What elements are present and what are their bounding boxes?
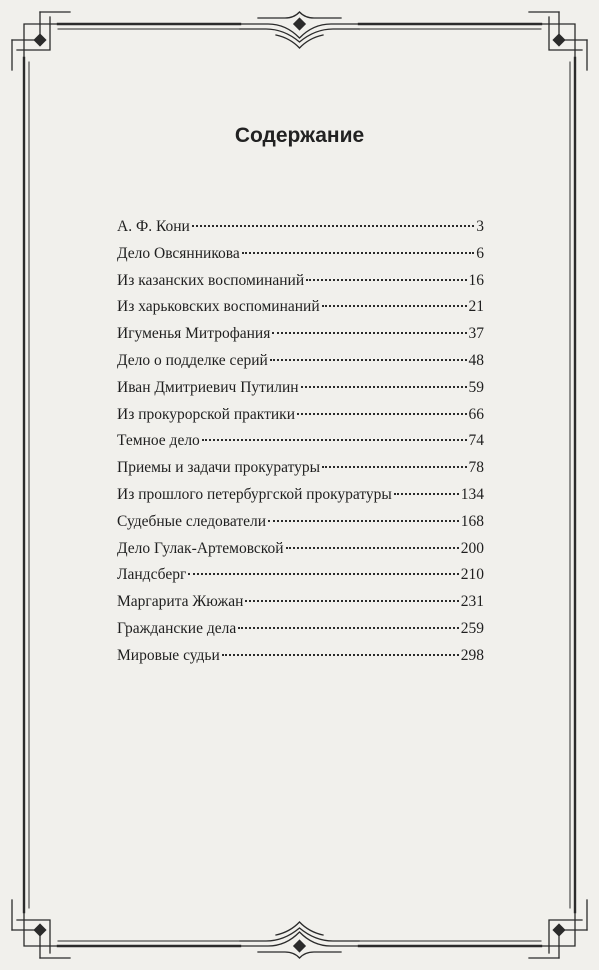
toc-entry-page-number: 3 <box>476 218 484 235</box>
toc-entry-title: Гражданские дела <box>117 619 237 637</box>
toc-entry[interactable] <box>117 428 484 455</box>
toc-entry[interactable] <box>117 321 484 348</box>
toc-entry-title: А. Ф. Кони <box>117 218 190 235</box>
toc-entry-page-number: 298 <box>460 646 484 664</box>
dot-leader <box>270 359 467 361</box>
toc-entry-page-number: 6 <box>476 244 484 262</box>
toc-entry-title: Ландсберг <box>117 566 187 584</box>
dot-leader <box>272 332 466 334</box>
corner-ornament-bottom-right <box>529 900 587 958</box>
dot-leader <box>188 573 458 575</box>
toc-entry-page-number: 210 <box>460 566 484 584</box>
dot-leader <box>322 466 466 468</box>
toc-entry-page-number: 200 <box>460 539 484 557</box>
toc-entry[interactable] <box>117 294 484 321</box>
toc-entry-title: Дело о подделке серий <box>117 351 268 369</box>
toc-entry-title: Из прошлого петербургской прокуратуры <box>117 485 392 503</box>
toc-entry[interactable] <box>117 348 484 375</box>
center-ornament-bottom <box>240 922 359 958</box>
toc-entry-page-number: 66 <box>468 405 484 423</box>
toc-entry-title: Иван Дмитриевич Путилин <box>117 378 299 396</box>
dot-leader <box>297 413 467 415</box>
toc-entry-page-number: 78 <box>468 459 484 477</box>
dot-leader <box>286 547 459 549</box>
toc-entry[interactable] <box>117 214 484 241</box>
toc-entry-title: Судебные следователи <box>117 512 267 530</box>
toc-entry[interactable] <box>117 268 484 295</box>
toc-entry[interactable] <box>117 455 484 482</box>
dot-leader <box>238 627 459 629</box>
toc-entry-title: Темное дело <box>117 432 200 450</box>
toc-entry-title: Мировые судьи <box>117 646 220 664</box>
toc-entry[interactable] <box>117 562 484 589</box>
toc-entry-page-number: 21 <box>468 298 484 316</box>
toc-entry[interactable] <box>117 375 484 402</box>
corner-ornament-top-right <box>529 12 587 70</box>
dot-leader <box>322 305 467 307</box>
toc-entry[interactable] <box>117 536 484 563</box>
toc-entry-title: Дело Гулак-Артемовской <box>117 539 284 557</box>
page-title: Содержание <box>234 124 365 147</box>
toc-entry-title: Игуменья Митрофания <box>117 325 271 343</box>
toc-entry-page-number: 259 <box>460 619 484 637</box>
toc-entry-title: Из харьковских воспоминаний <box>117 298 320 316</box>
toc-entry-title: Из казанских воспоминаний <box>117 271 305 289</box>
toc-entry[interactable] <box>117 643 484 670</box>
toc-entry-title: Приемы и задачи прокуратуры <box>117 459 321 477</box>
toc-entry-page-number: 231 <box>460 593 484 611</box>
toc-entry-title: Дело Овсянникова <box>117 244 240 262</box>
dot-leader <box>222 654 459 656</box>
toc-entry-page-number: 74 <box>468 432 484 450</box>
dot-leader <box>268 520 459 522</box>
dot-leader <box>245 600 458 602</box>
toc-entry-page-number: 59 <box>468 378 484 396</box>
toc-entry[interactable] <box>117 482 484 509</box>
toc-entry[interactable] <box>117 241 484 268</box>
toc-entry[interactable] <box>117 509 484 536</box>
toc-entry-title: Маргарита Жюжан <box>117 593 244 611</box>
dot-leader <box>202 439 467 441</box>
toc-entry-page-number: 16 <box>468 271 484 289</box>
center-ornament-top <box>240 12 359 48</box>
dot-leader <box>306 279 466 281</box>
dot-leader <box>242 252 474 254</box>
toc-entry[interactable] <box>117 589 484 616</box>
toc-entry-title: Из прокурорской практики <box>117 405 295 423</box>
toc-entry-page-number: 48 <box>468 351 484 369</box>
toc-entry[interactable] <box>117 616 484 643</box>
toc-entry[interactable] <box>117 402 484 429</box>
corner-ornament-top-left <box>12 12 70 70</box>
corner-ornament-bottom-left <box>12 900 70 958</box>
dot-leader <box>192 225 474 227</box>
toc-entry-page-number: 168 <box>460 512 484 530</box>
dot-leader <box>301 386 467 388</box>
dot-leader <box>394 493 459 495</box>
toc-entry-page-number: 134 <box>460 485 484 503</box>
table-of-contents <box>117 214 484 670</box>
toc-entry-page-number: 37 <box>468 325 484 343</box>
